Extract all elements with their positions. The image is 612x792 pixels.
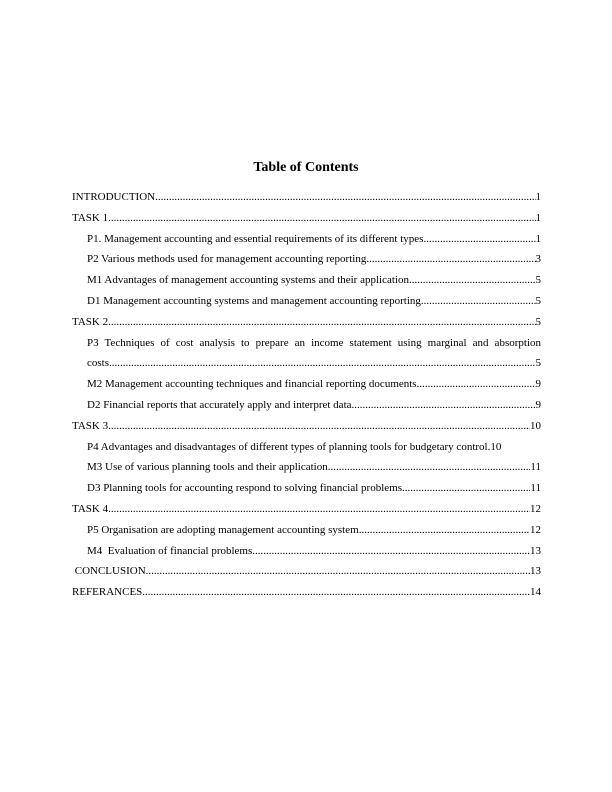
toc-entry-label: D3 Planning tools for accounting respond to solving financial problems [87, 482, 402, 495]
toc-entry-page: 3 [535, 253, 541, 266]
toc-entry-label: M1 Advantages of management accounting systems and their application [87, 274, 409, 287]
toc-entry-label: P1. Management accounting and essential requirements of its different types [87, 232, 424, 245]
toc-entry-page: 12 [530, 502, 541, 515]
toc-entry-p1[interactable] [72, 229, 541, 250]
toc-entry-page: 5 [535, 315, 541, 328]
toc-entry-label: TASK 4 [72, 502, 109, 515]
toc-entry-label: D1 Management accounting systems and management accounting reporting [87, 294, 421, 307]
toc-entry-label: REFERANCES [72, 586, 143, 599]
toc-entry-label: M3 Use of various planning tools and their application [87, 461, 328, 474]
toc-entry-label: TASK 2 [72, 315, 109, 328]
dot-leader [108, 208, 535, 229]
dot-leader [252, 541, 530, 562]
toc-entry-label: TASK 3 [72, 419, 109, 432]
toc-entry-page: 13 [530, 544, 541, 557]
toc-entry-conclusion[interactable] [72, 561, 541, 582]
toc-entry-d3[interactable] [72, 478, 541, 499]
toc-list [72, 187, 541, 603]
toc-entry-label: M2 Management accounting techniques and financial reporting documents [87, 378, 417, 391]
dot-leader [359, 520, 530, 541]
toc-entry-page: 11 [530, 461, 541, 474]
dot-leader [402, 478, 530, 499]
toc-entry-page: 10 [530, 419, 541, 432]
toc-entry-task-1[interactable] [72, 208, 541, 229]
toc-entry-p4[interactable] [72, 437, 541, 458]
toc-entry-label: M4 Evaluation of financial problems [87, 544, 253, 557]
toc-entry-page: 1 [535, 211, 541, 224]
toc-entry-task-4[interactable] [72, 499, 541, 520]
toc-entry-label: D2 Financial reports that accurately apply and interpret data [87, 398, 352, 411]
toc-entry-page: 5 [535, 274, 541, 287]
toc-entry-label: costs [87, 357, 109, 370]
dot-leader [421, 291, 536, 312]
toc-entry-task-3[interactable] [72, 416, 541, 437]
toc-entry-d1[interactable] [72, 291, 541, 312]
dot-leader [109, 353, 536, 374]
toc-entry-label: CONCLUSION [72, 565, 146, 578]
toc-entry-label: P4 Advantages and disadvantages of different types of planning tools for budgetary control. [87, 440, 491, 453]
toc-entry-p3-line1[interactable]: P3 Techniques of cost analysis to prepare an income statement using marginal and absorption [87, 336, 541, 349]
dot-leader [328, 457, 531, 478]
toc-entry-page: 13 [530, 565, 541, 578]
toc-entry-m3[interactable] [72, 457, 541, 478]
toc-entry-m4[interactable] [72, 541, 541, 562]
dot-leader [108, 499, 530, 520]
toc-entry-page: 5 [535, 294, 541, 307]
toc-title: Table of Contents [253, 160, 359, 175]
toc-entry-page: 11 [530, 482, 541, 495]
toc-entry-page: 9 [535, 378, 541, 391]
toc-entry-page: 10 [490, 440, 502, 453]
dot-leader [409, 270, 536, 291]
toc-entry-page: 1 [535, 191, 541, 203]
dot-leader [108, 312, 535, 333]
toc-entry-m2[interactable] [72, 374, 541, 395]
toc-entry-page: 14 [530, 586, 541, 599]
toc-entry-page: 9 [535, 398, 541, 411]
dot-leader [108, 416, 530, 437]
toc-entry-page: 12 [530, 523, 541, 536]
toc-entry-label: P5 Organisation are adopting management accounting system [87, 523, 359, 536]
toc-entry-label: TASK 1 [72, 211, 109, 224]
toc-entry-task-2[interactable] [72, 312, 541, 333]
toc-entry-p2[interactable] [72, 249, 541, 270]
toc-entry-page: 5 [535, 357, 541, 370]
toc-entry-introduction[interactable] [72, 187, 541, 208]
toc-entry-page: 1 [535, 232, 541, 245]
dot-leader [423, 229, 535, 250]
toc-entry-m1[interactable] [72, 270, 541, 291]
dot-leader [142, 582, 530, 603]
toc-entry-label: INTRODUCTION [72, 191, 156, 203]
toc-entry-d2[interactable] [72, 395, 541, 416]
toc-entry-label: P2 Various methods used for management accounting reporting [87, 253, 367, 266]
toc-entry-p3[interactable] [72, 353, 541, 374]
dot-leader [366, 249, 535, 270]
dot-leader [146, 561, 530, 582]
dot-leader [352, 395, 536, 416]
toc-entry-references[interactable] [72, 582, 541, 603]
dot-leader [417, 374, 536, 395]
dot-leader [155, 187, 535, 208]
toc-entry-p5[interactable] [72, 520, 541, 541]
